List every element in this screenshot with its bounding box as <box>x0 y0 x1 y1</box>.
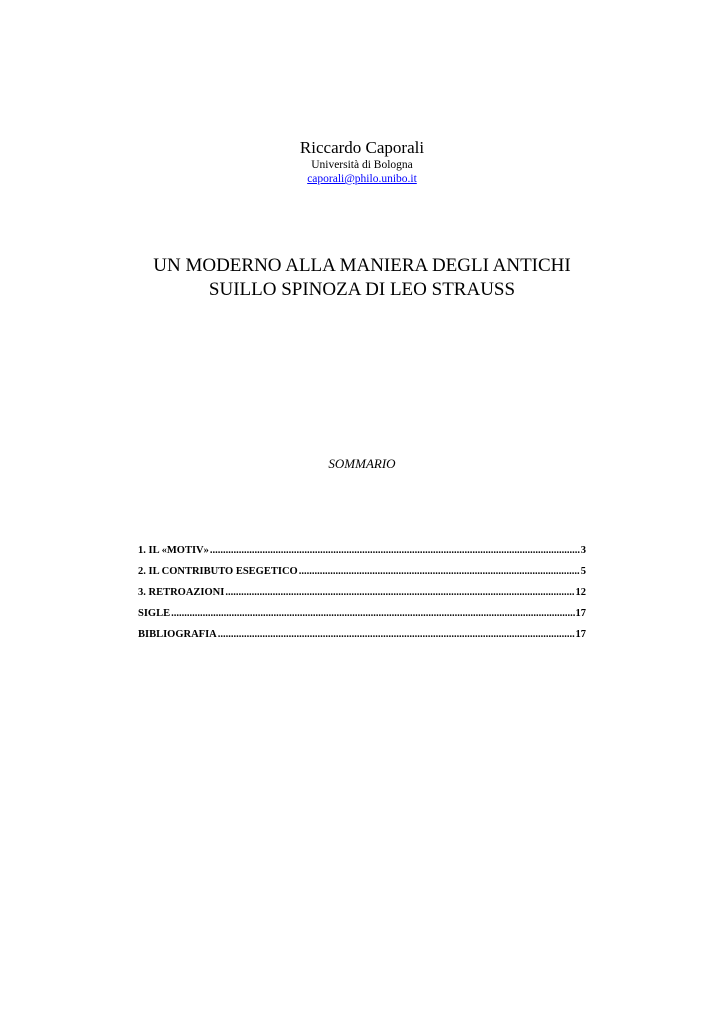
toc-entry-page: 3 <box>580 545 586 556</box>
title-line-2: SUILLO SPINOZA DI LEO STRAUSS <box>208 279 516 300</box>
toc-entry-page: 17 <box>575 608 586 619</box>
toc-entry-label: 2. IL CONTRIBUTO ESEGETICO <box>138 566 298 577</box>
toc-entry[interactable] <box>138 607 586 628</box>
toc-entry-label: 3. RETROAZIONI <box>138 587 225 598</box>
toc-dot-leader <box>210 544 580 558</box>
toc-entry-label: 1. IL «MOTIV» <box>138 545 209 556</box>
toc-dot-leader <box>225 586 574 600</box>
toc-entry-label: BIBLIOGRAFIA <box>138 629 217 640</box>
toc-entry-label: SIGLE <box>138 608 171 619</box>
email-link[interactable]: caporali@philo.unibo.it <box>307 173 417 185</box>
author-name: Riccardo Caporali <box>299 138 425 157</box>
toc-entry[interactable] <box>138 565 586 586</box>
toc-dot-leader <box>171 607 574 621</box>
toc-entry[interactable] <box>138 586 586 607</box>
author-email <box>0 172 724 186</box>
table-of-contents <box>138 544 586 649</box>
title-line-1: UN MODERNO ALLA MANIERA DEGLI ANTICHI <box>153 255 571 276</box>
document-title <box>0 254 724 302</box>
toc-entry-page: 17 <box>575 629 586 640</box>
toc-dot-leader <box>299 565 580 579</box>
summary-heading: SOMMARIO <box>328 456 396 471</box>
author-affiliation: Università di Bologna <box>311 159 413 171</box>
toc-entry-page: 12 <box>575 587 586 598</box>
toc-dot-leader <box>218 628 575 642</box>
toc-entry[interactable] <box>138 544 586 565</box>
toc-entry[interactable] <box>138 628 586 649</box>
toc-entry-page: 5 <box>580 566 586 577</box>
